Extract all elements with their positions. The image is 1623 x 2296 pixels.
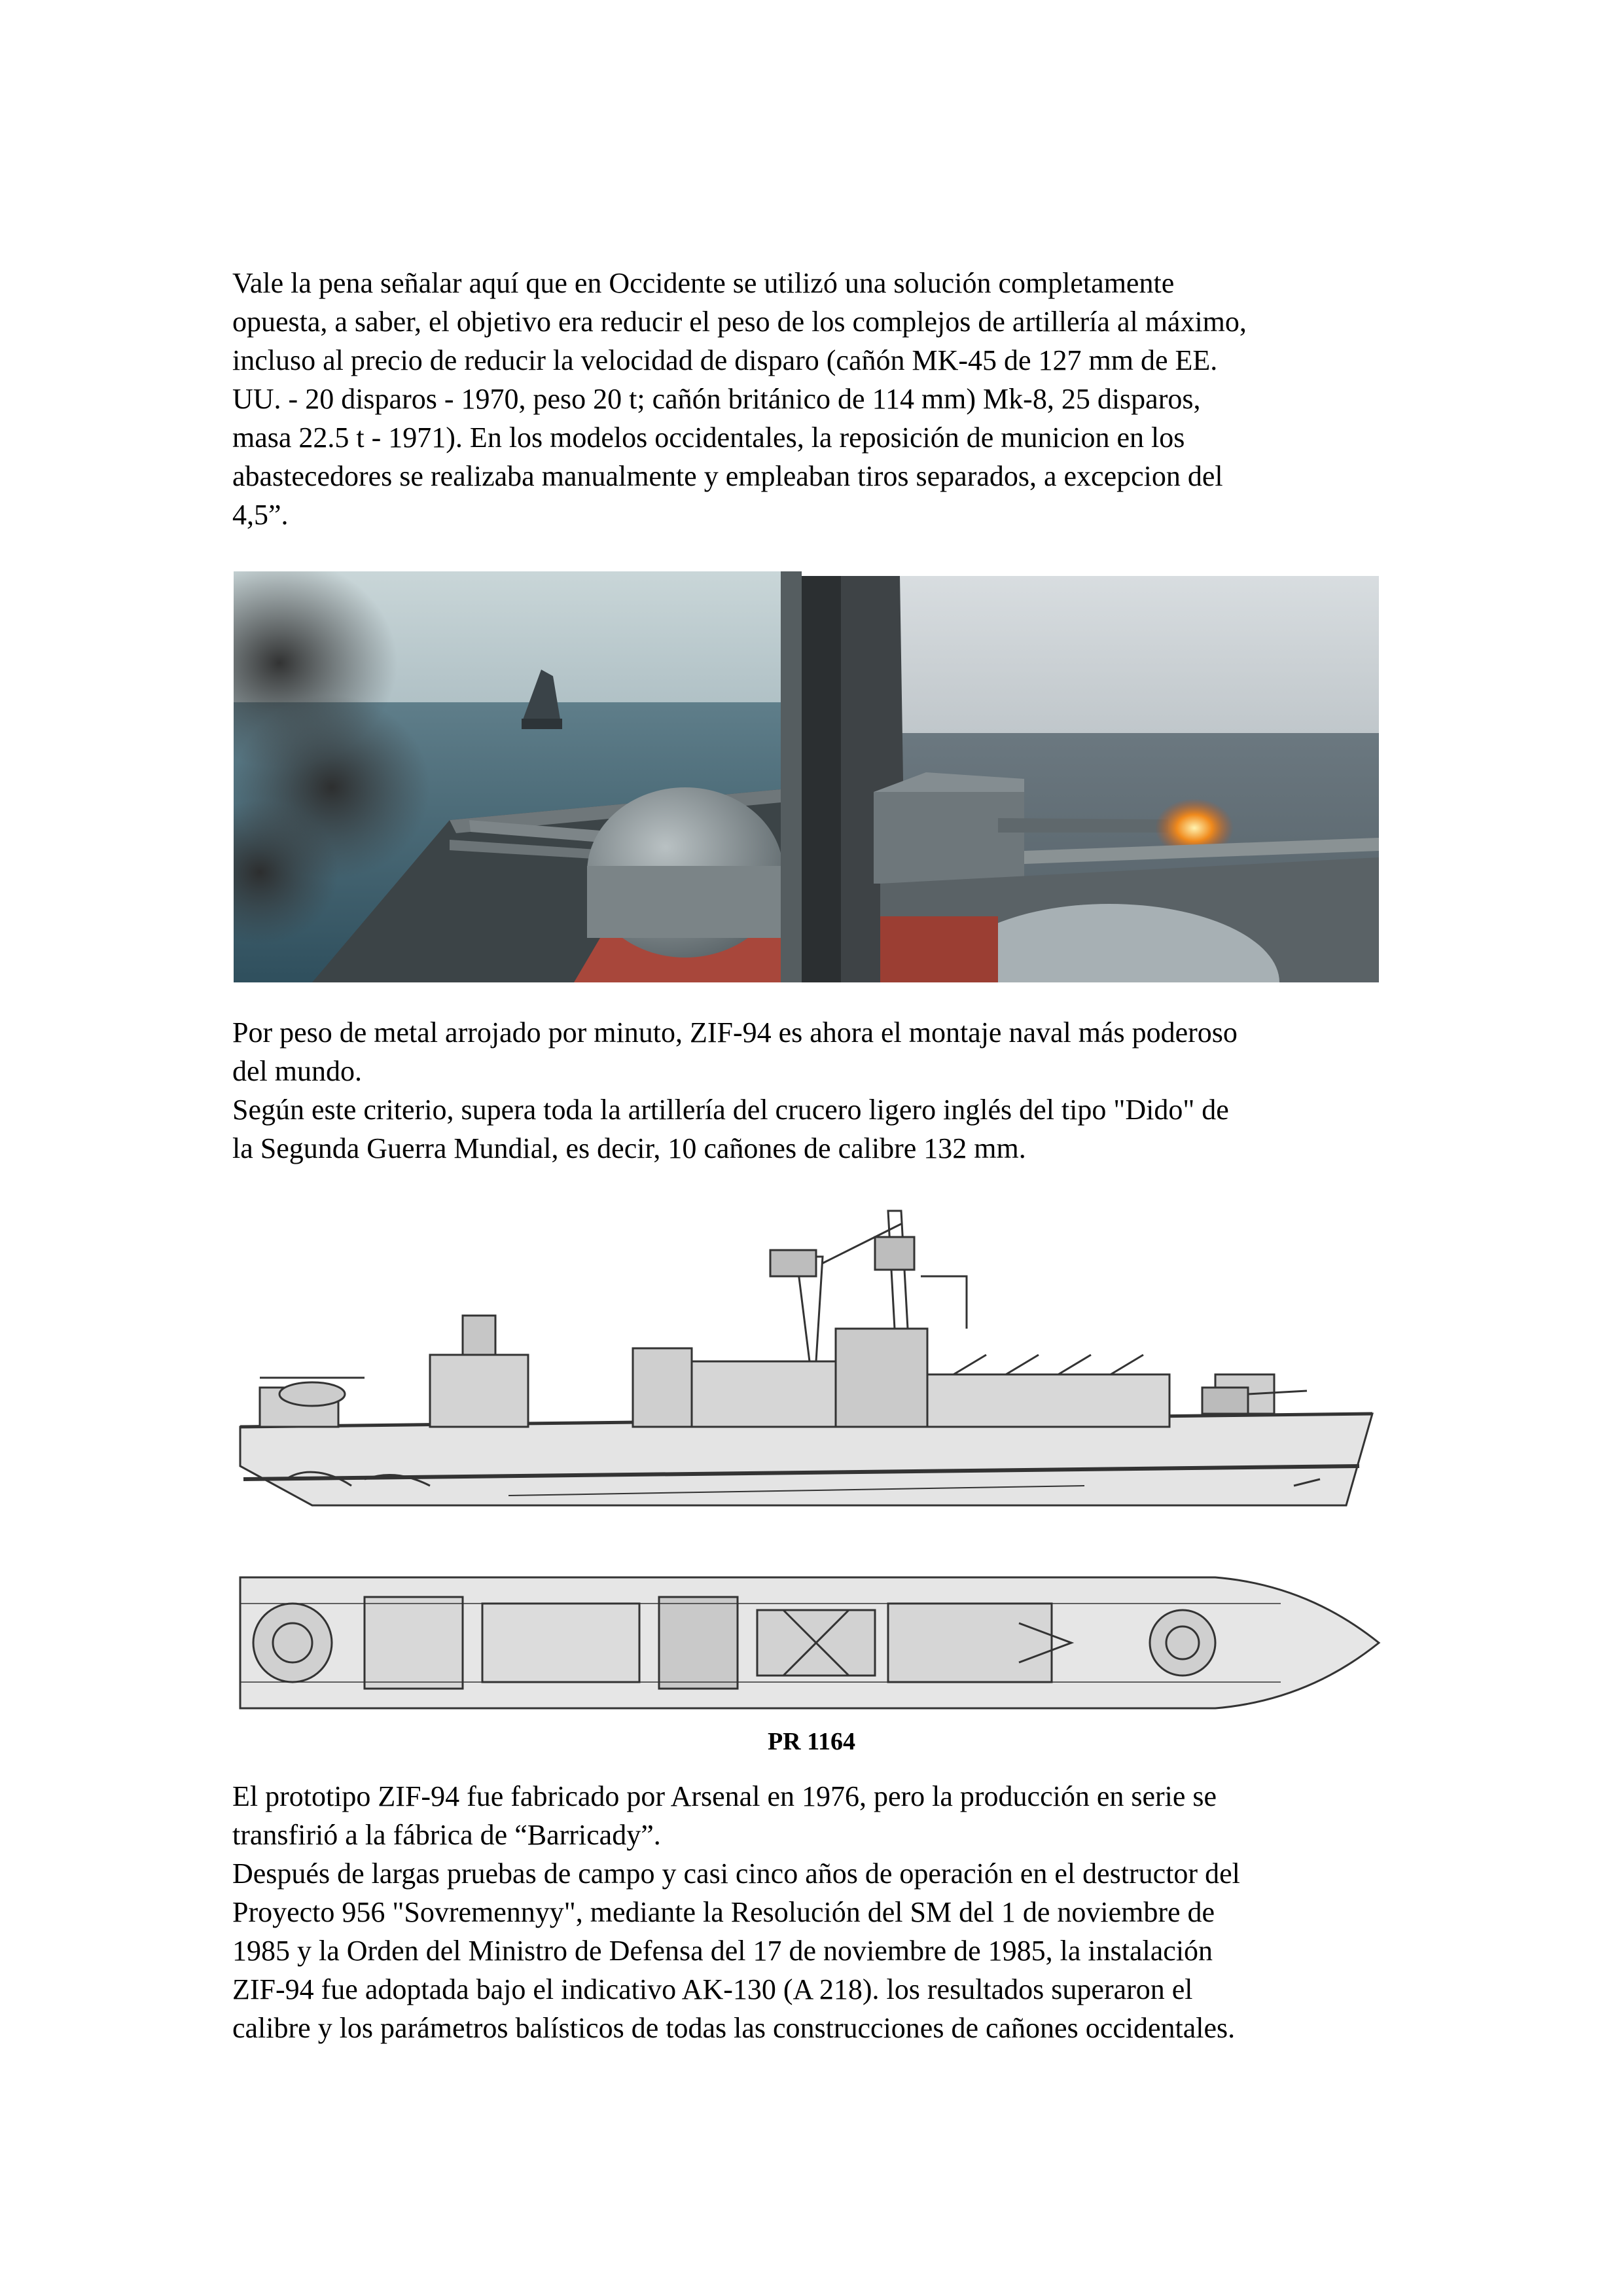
paragraph-zif94-power (232, 1013, 1410, 1168)
text-line: El prototipo ZIF-94 fue fabricado por Arsenal en 1976, pero la producción en serie se (232, 1780, 1217, 1812)
text-line: Proyecto 956 "Sovremennyy", mediante la Resolución del SM del 1 de noviembre de (232, 1896, 1215, 1928)
text-line: abastecedores se realizaba manualmente y empleaban tiros separados, a excepcion del (232, 460, 1223, 492)
photo-turret-firing (802, 576, 1379, 982)
text-line: Por peso de metal arrojado por minuto, ZIF-94 es ahora el montaje naval más poderoso (232, 1016, 1238, 1049)
text-line: 1985 y la Orden del Ministro de Defensa del 17 de noviembre de 1985, la instalación (232, 1935, 1213, 1967)
paragraph-western-solution (232, 264, 1410, 534)
text-line: masa 22.5 t - 1971). En los modelos occidentales, la reposición de municion en los (232, 422, 1185, 454)
photo-turret-with-destroyer (234, 571, 802, 982)
text-line: Vale la pena señalar aquí que en Occidente se utilizó una solución completamente (232, 267, 1175, 299)
text-line: incluso al precio de reducir la velocidad de disparo (cañón MK-45 de 127 mm de EE. (232, 344, 1218, 376)
text-line: la Segunda Guerra Mundial, es decir, 10 cañones de calibre 132 mm. (232, 1132, 1026, 1164)
paragraph-prototype-history (232, 1777, 1410, 2047)
text-line: Según este criterio, supera toda la artillería del crucero ligero inglés del tipo "Dido" de (232, 1094, 1229, 1126)
text-line: UU. - 20 disparos - 1970, peso 20 t; cañón británico de 114 mm) Mk-8, 25 disparos, (232, 383, 1201, 415)
ship-plan-drawing (234, 1564, 1385, 1721)
ship-profile-drawing (234, 1198, 1385, 1538)
text-line: Después de largas pruebas de campo y casi cinco años de operación en el destructor del (232, 1857, 1240, 1890)
text-line: 4,5”. (232, 499, 289, 531)
text-line: del mundo. (232, 1055, 362, 1087)
text-line: ZIF-94 fue adoptada bajo el indicativo AK-130 (A 218). los resultados superaron el (232, 1973, 1193, 2005)
text-line: transfirió a la fábrica de “Barricady”. (232, 1819, 661, 1851)
figure-caption: PR 1164 (767, 1728, 856, 1755)
text-line: calibre y los parámetros balísticos de todas las construcciones de cañones occidentales. (232, 2012, 1236, 2044)
text-line: opuesta, a saber, el objetivo era reducir el peso de los complejos de artillería al máximo, (232, 306, 1247, 338)
